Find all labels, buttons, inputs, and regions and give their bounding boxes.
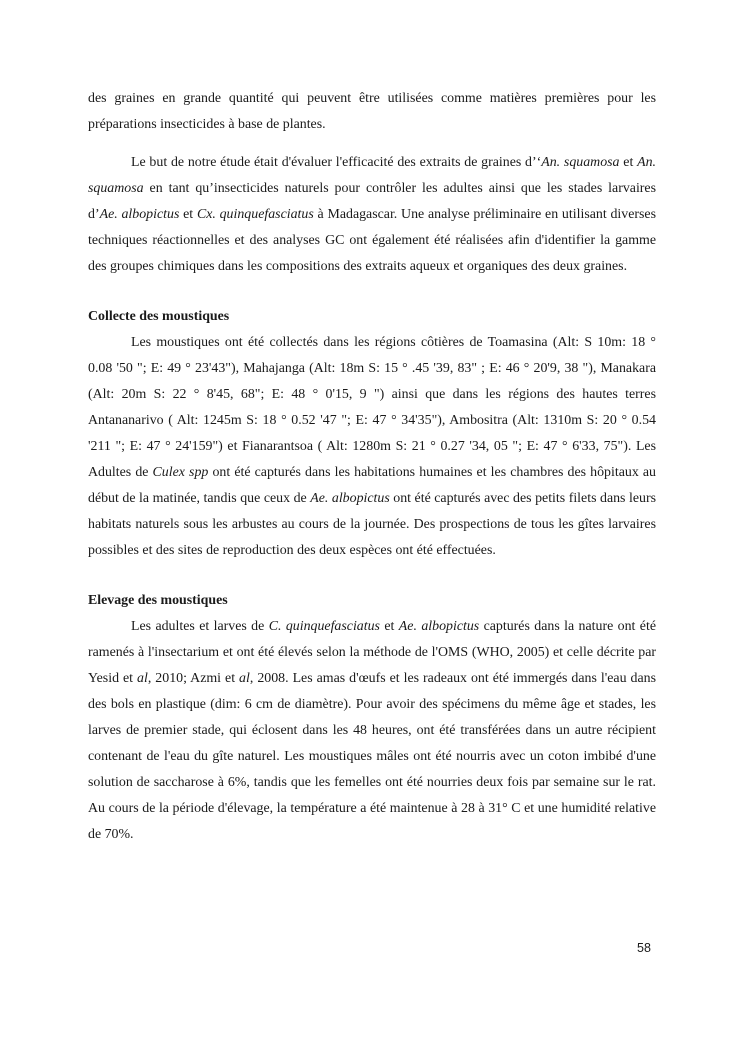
page-number: 58 bbox=[637, 941, 651, 955]
paragraph-continuation: des graines en grande quantité qui peuvent être utilisées comme matières premières pour les préparations insecticides à base de plantes. bbox=[88, 91, 656, 132]
text-run: capturés dans la nature ont été ramenés à l'insectarium et ont été élevés selon la méthode de l'OMS (WHO, 2005) et celle décrite par Yesid et bbox=[88, 619, 656, 686]
text-run: et bbox=[619, 155, 638, 170]
text-run: et bbox=[379, 619, 399, 634]
text-run: Les adultes et larves de bbox=[131, 619, 269, 634]
species-name: Ae. albopictus bbox=[398, 619, 480, 634]
paragraph-study-aim bbox=[88, 150, 656, 280]
species-name: Ae. albopictus bbox=[310, 491, 390, 506]
text-run: Les moustiques ont été collectés dans les régions côtières de Toamasina (Alt: S 10m: 18 ° 0.08 '50 "; E: 49 ° 23'43"), Mahajanga (Alt: 18m S: 15 ° .45 '39, 83" ; E: 46 ° 20'9, 38 "), Manakara (Alt: 20m S: 22 ° 8'45, 68"; E: 48 ° 0'15, 9 ") ainsi que dans les régions des hautes terres Antananarivo ( Alt: 1245m S: 18 ° 0.52 '47 "; E: 47 ° 34'35"), Ambositra (Alt: 1310m S: 20 ° 0.54 '211 "; E: 47 ° 24'159") et Fianarantsoa ( Alt: 1280m S: 21 ° 0.27 '34, 05 "; E: 47 ° 6'33, 75"). Les Adultes de bbox=[88, 335, 656, 480]
text-run: ont été capturés avec des petits filets dans leurs habitats naturels sous les arbustes au cours de la journée. Des prospections de tous les gîtes larvaires possibles et des sites de reproduction des deux espèces ont été effectuées. bbox=[88, 491, 656, 558]
section-heading-collecte: Collecte des moustiques bbox=[88, 309, 230, 324]
text-run: , 2008. Les amas d'œufs et les radeaux ont été immergés dans l'eau dans des bols en plastique (dim: 6 cm de diamètre). Pour avoir des spécimens du même âge et stades, les larves de premier stade, qui éclosent dans les 48 heures, ont été transférées dans un autre récipient contenant de l'eau du gîte naturel. Les moustiques mâles ont été nourris avec un coton imbibé d'une solution de saccharose à 6%, tandis que les femelles ont été nourries deux fois par semaine sur le rat. Au cours de la période d'élevage, la température a été maintenue à 28 à 31° C et une humidité relative de 70%. bbox=[88, 671, 656, 842]
section-heading-elevage: Elevage des moustiques bbox=[88, 593, 228, 608]
citation-etal: al bbox=[137, 671, 148, 686]
text-run: à Madagascar. Une analyse préliminaire en utilisant diverses techniques réactionnelles et des analyses GC ont également été réalisées afin d'identifier la gamme des groupes chimiques dans les compositions des extraits aqueux et organiques des deux graines. bbox=[88, 207, 656, 274]
text-run: Le but de notre étude était d'évaluer l'efficacité des extraits de graines d’‘ bbox=[131, 155, 542, 170]
text-run: , 2010; Azmi et bbox=[147, 671, 240, 686]
species-name: Culex spp bbox=[152, 465, 209, 480]
text-run: ont été capturés dans les habitations humaines et les chambres des hôpitaux au début de la matinée, tandis que ceux de bbox=[88, 465, 656, 506]
species-name: Ae. albopictus bbox=[99, 207, 180, 222]
species-name: An. squamosa bbox=[541, 155, 620, 170]
text-run: et bbox=[179, 207, 197, 222]
species-name: C. quinquefasciatus bbox=[268, 619, 380, 634]
paragraph-elevage bbox=[88, 614, 656, 848]
citation-etal: al bbox=[239, 671, 250, 686]
paragraph-collecte bbox=[88, 330, 656, 564]
species-name: An. squamosa bbox=[88, 155, 656, 196]
page-body bbox=[88, 86, 656, 848]
species-name: Cx. quinquefasciatus bbox=[196, 207, 314, 222]
text-run: en tant qu’insecticides naturels pour contrôler les adultes ainsi que les stades larvaires d’ bbox=[88, 181, 656, 222]
